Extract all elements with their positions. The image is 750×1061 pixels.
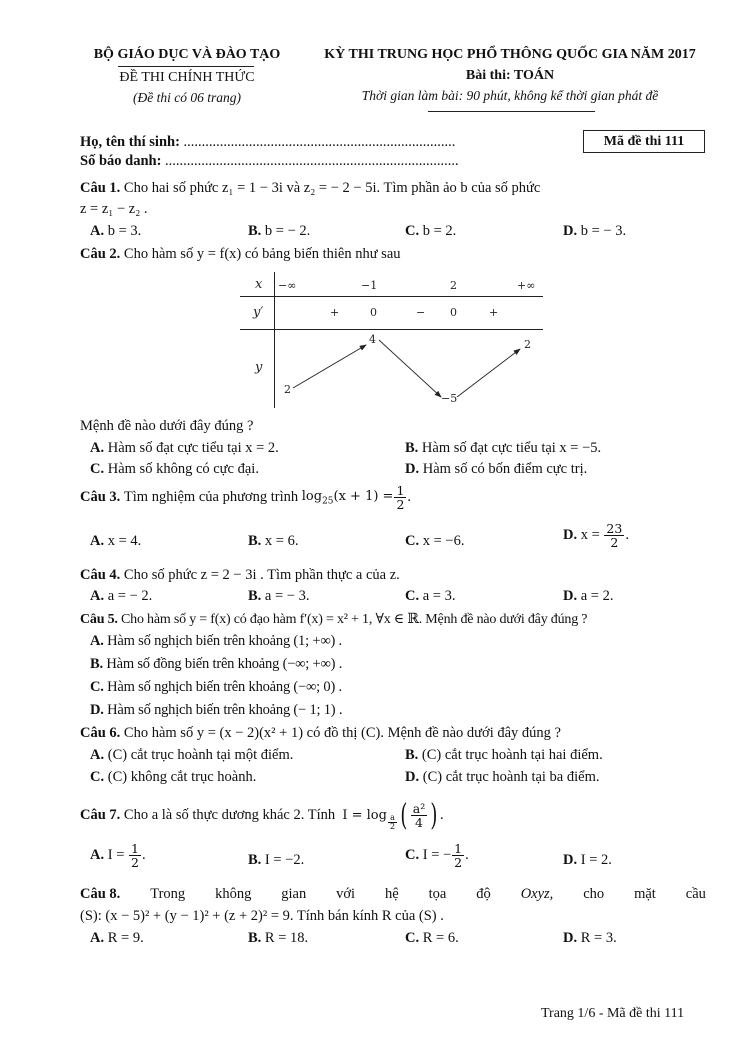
question-text: Cho hàm số y = (x − 2)(x² + 1) có đồ thị (C). Mệnh đề nào dưới đây đúng ?: [123, 725, 561, 741]
question-text: Cho hàm số y = f(x) có đạo hàm f′(x) = x² + 1, ∀x ∈ ℝ. Mệnh đề nào dưới đây đúng ?: [121, 612, 588, 627]
q4-option-c[interactable]: C. a = 3.: [405, 588, 456, 604]
question-text: Cho a là số thực dương khác 2. Tính: [123, 807, 336, 823]
question-label: Câu 4.: [80, 567, 121, 583]
question-7: Câu 7. Cho a là số thực dương khác 2. Tính I = log $\frac{a}{2}$ ( $\frac{\text{a²}}{4}$ ) .: [80, 798, 444, 833]
equation: $\log_{25}(x + 1)$ =: [301, 488, 394, 507]
q7-option-b[interactable]: B. I = −2.: [248, 852, 305, 868]
q2-option-d[interactable]: D. Hàm số có bốn điểm cực trị.: [405, 461, 588, 477]
q5-option-d[interactable]: D. Hàm số nghịch biến trên khoảng (− 1; 1) .: [90, 702, 343, 718]
exam-title: KỲ THI TRUNG HỌC PHỔ THÔNG QUỐC GIA NĂM 2017: [324, 47, 696, 62]
q8-option-a[interactable]: A. R = 9.: [90, 930, 144, 946]
question-text: Cho số phức z = 2 − 3i . Tìm phần thực a của z.: [123, 567, 400, 583]
question-4: [80, 567, 400, 584]
pages-note: (Đề thi có 06 trang): [133, 90, 241, 105]
vt-y-value: 4: [369, 333, 376, 346]
candidate-id-field[interactable]: .................................................................................: [165, 153, 459, 169]
q6-option-b[interactable]: B. (C) cắt trục hoành tại hai điểm.: [405, 747, 603, 763]
question-3: Câu 3. Tìm nghiệm của phương trình $\log_{25}(x + 1)$ = $\frac{1}{2}$ .: [80, 483, 412, 513]
question-8-line2: (S): (x − 5)² + (y − 1)² + (z + 2)² = 9. Tính bán kính R của (S) .: [80, 908, 444, 924]
vt-x-value: 2: [450, 279, 457, 292]
question-2-prompt: Mệnh đề nào dưới đây đúng ?: [80, 418, 254, 434]
page-footer: Trang 1/6 - Mã đề thi 111: [541, 1006, 685, 1021]
question-label: Câu 2.: [80, 246, 121, 262]
ministry-name: BỘ GIÁO DỤC VÀ ĐÀO TẠO: [93, 47, 281, 62]
question-label: Câu 7.: [80, 807, 121, 823]
q3-option-c[interactable]: C. x = −6.: [405, 533, 465, 549]
q1-option-a[interactable]: A. b = 3.: [90, 223, 142, 239]
log-arg-fraction: $\frac{\text{a²}}{4}$: [412, 800, 426, 830]
vt-y-value: 2: [284, 383, 291, 396]
q3-option-b[interactable]: B. x = 6.: [248, 533, 299, 549]
q2-option-c[interactable]: C. Hàm số không có cực đại.: [90, 461, 259, 477]
vt-y-value: −5: [441, 392, 458, 405]
question-label: Câu 1.: [80, 180, 121, 196]
vt-sign: 0: [450, 306, 457, 319]
vt-arrow-up-2: [457, 349, 520, 397]
question-label: Câu 6.: [80, 725, 121, 741]
question-text: Cho hàm số y = f(x) có bảng biến thiên như sau: [123, 246, 401, 262]
vt-sign: −: [416, 306, 426, 319]
question-8: Câu 8. Trong không gian với hệ tọa độ Oxyz, cho mặt cầu: [80, 886, 706, 902]
q6-option-a[interactable]: A. (C) cắt trục hoành tại một điểm.: [90, 747, 294, 763]
q5-option-a[interactable]: A. Hàm số nghịch biến trên khoảng (1; +∞) .: [90, 633, 342, 649]
q2-option-b[interactable]: B. Hàm số đạt cực tiểu tại x = −5.: [405, 440, 602, 456]
question-label: Câu 3.: [80, 489, 121, 506]
vt-label-y: y: [255, 360, 263, 375]
official-exam-label: ĐỀ THI CHÍNH THỨC: [119, 70, 255, 85]
question-label: Câu 8.: [80, 886, 121, 902]
candidate-id-label: Số báo danh:: [80, 153, 162, 169]
q3-option-d[interactable]: D. x = $\frac{23}{2}$ .: [563, 521, 629, 551]
q8-option-c[interactable]: C. R = 6.: [405, 930, 459, 946]
vt-arrow-up-1: [293, 345, 366, 388]
subject-title: Bài thi: TOÁN: [465, 68, 555, 83]
question-6: [80, 725, 561, 742]
vt-label-yprime: y′: [253, 305, 264, 320]
vt-sign: +: [489, 306, 499, 319]
q4-option-a[interactable]: A. a = − 2.: [90, 588, 153, 604]
candidate-name-field[interactable]: ...........................................................................: [183, 134, 456, 150]
q5-option-c[interactable]: C. Hàm số nghịch biến trên khoảng (−∞; 0) .: [90, 679, 342, 695]
q7-option-a[interactable]: A. I = $\frac{1}{2}$ .: [90, 841, 146, 871]
question-5: [80, 611, 587, 628]
candidate-name-label: Họ, tên thí sinh:: [80, 134, 180, 150]
vt-arrow-down: [379, 340, 441, 397]
time-note: Thời gian làm bài: 90 phút, không kể thời gian phát đề: [361, 88, 659, 103]
q4-option-b[interactable]: B. a = − 3.: [248, 588, 310, 604]
q8-option-b[interactable]: B. R = 18.: [248, 930, 309, 946]
q5-option-b[interactable]: B. Hàm số đồng biến trên khoảng (−∞; +∞) .: [90, 656, 343, 672]
q1-option-b[interactable]: B. b = − 2.: [248, 223, 311, 239]
q2-option-a[interactable]: A. Hàm số đạt cực tiểu tại x = 2.: [90, 440, 279, 456]
q3-option-a[interactable]: A. x = 4.: [90, 533, 142, 549]
q6-option-d[interactable]: D. (C) cắt trục hoành tại ba điểm.: [405, 769, 600, 785]
question-1-line2: z = z₁ − z₂ .: [80, 201, 148, 217]
vt-y-value: 2: [524, 338, 531, 351]
vt-x-value: −1: [361, 279, 378, 292]
q1-option-d[interactable]: D. b = − 3.: [563, 223, 627, 239]
q1-option-c[interactable]: C. b = 2.: [405, 223, 457, 239]
question-label: Câu 5.: [80, 612, 118, 627]
question-text: Cho hai số phức z₁ = 1 − 3i và z₂ = − 2 − 5i. Tìm phần ảo b của số phức: [123, 180, 541, 196]
q7-option-c[interactable]: C. I = − $\frac{1}{2}$ .: [405, 841, 469, 871]
vt-sign: 0: [370, 306, 377, 319]
question-text: Tìm nghiệm của phương trình: [123, 489, 299, 506]
vt-x-value: −∞: [278, 279, 297, 292]
q7-option-d[interactable]: D. I = 2.: [563, 852, 612, 868]
log-base-fraction: $\frac{a}{2}$: [389, 812, 396, 831]
exam-code-box: Mã đề thi 111: [583, 130, 705, 153]
q6-option-c[interactable]: C. (C) không cắt trục hoành.: [90, 769, 257, 785]
vt-label-x: x: [255, 277, 263, 292]
q4-option-d[interactable]: D. a = 2.: [563, 588, 614, 604]
vt-sign: +: [330, 306, 340, 319]
fraction-half: $\frac{1}{2}$: [396, 483, 405, 513]
vt-x-value: +∞: [517, 279, 536, 292]
q8-option-d[interactable]: D. R = 3.: [563, 930, 617, 946]
